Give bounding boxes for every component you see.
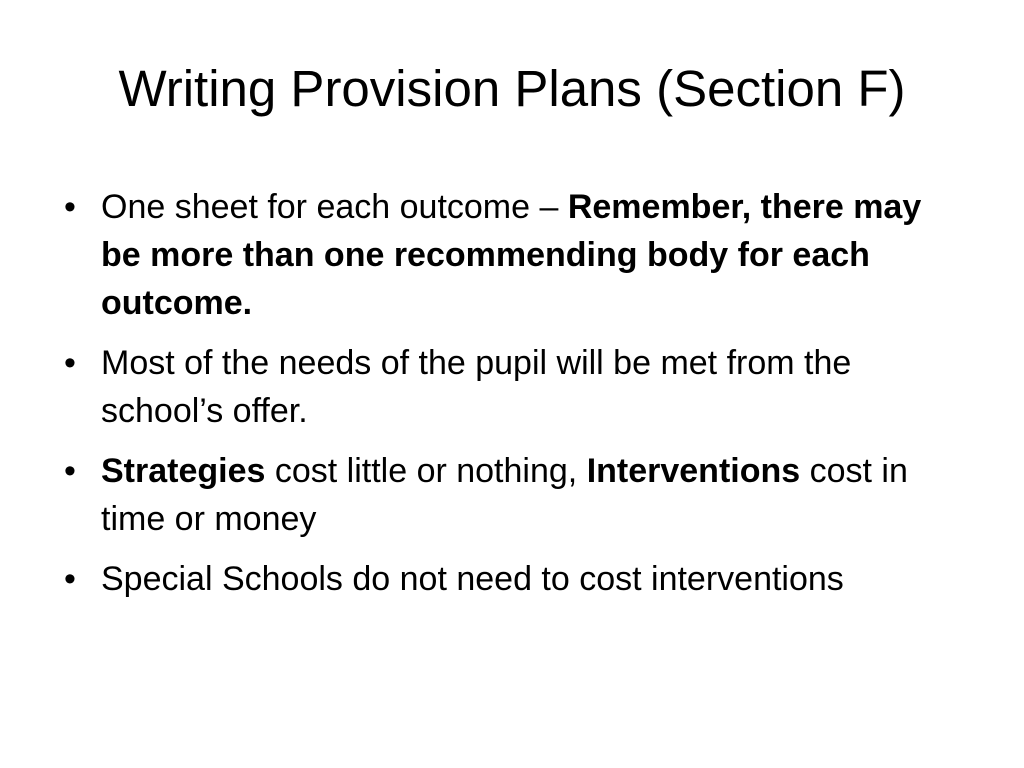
bullet-text: cost little or nothing, — [265, 452, 587, 490]
bullet-text-bold: Remember, there may be more than one recommending body for each outcome. — [101, 188, 922, 322]
bullet-item-1 — [60, 183, 965, 327]
bullet-text-bold: Interventions — [586, 452, 801, 490]
bullet-text: cost in time or money — [101, 452, 908, 538]
bullet-item-4 — [60, 555, 965, 603]
bullet-dot-icon: • — [64, 452, 76, 490]
slide-title: Writing Provision Plans (Section F) — [118, 60, 906, 117]
bullet-list — [60, 183, 965, 615]
bullet-dot-icon: • — [64, 560, 76, 598]
bullet-text: Most of the needs of the pupil will be met from the school’s offer. — [101, 344, 852, 430]
bullet-text-bold: Strategies — [101, 452, 266, 490]
bullet-item-3 — [60, 447, 965, 543]
bullet-dot-icon: • — [64, 188, 76, 226]
bullet-dot-icon: • — [64, 344, 76, 382]
bullet-item-2 — [60, 339, 965, 435]
bullet-text: Special Schools do not need to cost interventions — [101, 560, 844, 598]
bullet-text: One sheet for each outcome – — [101, 188, 568, 226]
